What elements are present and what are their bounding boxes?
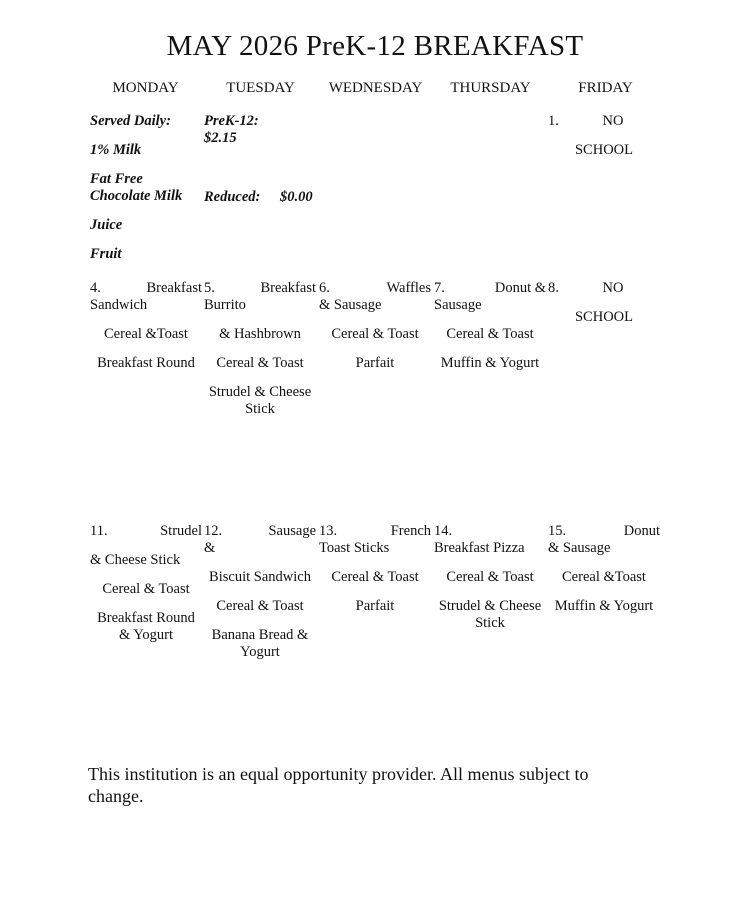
week2-friday-cell bbox=[548, 280, 658, 326]
menu-item: Cereal &Toast bbox=[104, 326, 188, 342]
menu-item: & Hashbrown bbox=[219, 326, 301, 342]
prek-price-value: $2.15 bbox=[204, 130, 237, 146]
menu-entree: French bbox=[390, 523, 431, 539]
no-label: NO bbox=[602, 280, 624, 296]
menu-item: Cereal & Toast bbox=[331, 326, 419, 342]
day-header-tuesday: TUESDAY bbox=[226, 80, 295, 96]
date-number: 8. bbox=[548, 280, 559, 296]
page-title: MAY 2026 PreK-12 BREAKFAST bbox=[166, 30, 584, 62]
menu-entree-continued: & Sausage bbox=[319, 297, 382, 313]
date-number: 12. bbox=[204, 523, 223, 539]
milk-option: 1% Milk bbox=[90, 142, 142, 158]
menu-item: Cereal & Toast bbox=[216, 355, 304, 371]
date-number: 5. bbox=[204, 280, 215, 296]
day-header-wednesday: WEDNESDAY bbox=[328, 80, 423, 96]
week3-wednesday-cell bbox=[319, 523, 431, 627]
menu-item: Muffin & Yogurt bbox=[554, 598, 654, 614]
date-number: 6. bbox=[319, 280, 330, 296]
week3-monday-cell bbox=[90, 523, 202, 656]
week1-friday-cell bbox=[548, 113, 658, 159]
menu-entree: Strudel bbox=[160, 523, 202, 539]
menu-item: Breakfast Round bbox=[97, 355, 195, 371]
no-label: NO bbox=[602, 113, 624, 129]
menu-entree: Sausage bbox=[268, 523, 316, 539]
menu-item: Biscuit Sandwich bbox=[209, 569, 311, 585]
day-header-friday: FRIDAY bbox=[578, 80, 633, 96]
reduced-price-label: Reduced: bbox=[204, 189, 261, 205]
day-header-monday: MONDAY bbox=[112, 80, 179, 96]
menu-entree-continued: Sandwich bbox=[90, 297, 148, 313]
week2-tuesday-cell bbox=[204, 280, 316, 430]
menu-item: Muffin & Yogurt bbox=[440, 355, 540, 371]
week1-monday-cell bbox=[90, 113, 202, 275]
date-number: 11. bbox=[90, 523, 108, 539]
menu-entree-continued: Toast Sticks bbox=[319, 540, 390, 556]
menu-entree: Waffles bbox=[386, 280, 431, 296]
menu-item: Parfait bbox=[355, 355, 395, 371]
fat-free-label: Fat Free bbox=[90, 171, 143, 187]
menu-item: Cereal & Toast bbox=[446, 326, 534, 342]
date-number: 4. bbox=[90, 280, 101, 296]
footer-disclaimer: This institution is an equal opportunity provider. All menus subject to change. bbox=[88, 764, 589, 806]
date-number: 13. bbox=[319, 523, 338, 539]
prek-price-label: PreK-12: bbox=[204, 113, 259, 129]
date-number: 7. bbox=[434, 280, 445, 296]
week2-wednesday-cell bbox=[319, 280, 431, 384]
menu-item: Parfait bbox=[355, 598, 395, 614]
menu-entree-continued: Breakfast Pizza bbox=[434, 540, 525, 556]
juice-option: Juice bbox=[90, 217, 123, 233]
school-label: SCHOOL bbox=[574, 309, 633, 325]
menu-item: Cereal & Toast bbox=[446, 569, 534, 585]
menu-entree-continued: & Cheese Stick bbox=[90, 552, 181, 568]
menu-item: Strudel & Cheese Stick bbox=[438, 598, 542, 631]
menu-item: Cereal & Toast bbox=[102, 581, 190, 597]
menu-entree: Donut & bbox=[494, 280, 546, 296]
weekday-header-row bbox=[88, 80, 664, 100]
menu-entree-continued: & bbox=[204, 540, 216, 556]
menu-item: Banana Bread & Yogurt bbox=[211, 627, 309, 660]
date-number: 1. bbox=[548, 113, 559, 129]
date-number: 15. bbox=[548, 523, 567, 539]
week3-friday-cell bbox=[548, 523, 660, 627]
school-label: SCHOOL bbox=[574, 142, 633, 158]
reduced-price-value: $0.00 bbox=[280, 189, 313, 205]
week3-tuesday-cell bbox=[204, 523, 316, 673]
menu-item: Cereal & Toast bbox=[216, 598, 304, 614]
menu-item: Strudel & Cheese Stick bbox=[208, 384, 312, 417]
menu-item: Breakfast Round & Yogurt bbox=[97, 610, 195, 643]
week3-thursday-cell bbox=[434, 523, 546, 644]
week1-tuesday-reduced bbox=[204, 189, 334, 206]
menu-entree: Breakfast bbox=[146, 280, 202, 296]
served-daily-label: Served Daily: bbox=[90, 113, 171, 129]
week2-monday-cell bbox=[90, 280, 202, 384]
week1-tuesday-price bbox=[204, 113, 264, 147]
menu-entree-continued: Burrito bbox=[204, 297, 246, 313]
date-number: 14. bbox=[434, 523, 453, 539]
menu-entree: Donut bbox=[623, 523, 660, 539]
menu-entree-continued: Sausage bbox=[434, 297, 482, 313]
day-header-thursday: THURSDAY bbox=[450, 80, 531, 96]
fruit-option: Fruit bbox=[90, 246, 122, 262]
menu-entree: Breakfast bbox=[260, 280, 316, 296]
menu-item: Cereal &Toast bbox=[562, 569, 646, 585]
chocolate-milk-option: Chocolate Milk bbox=[90, 188, 183, 204]
week2-thursday-cell bbox=[434, 280, 546, 384]
menu-entree-continued: & Sausage bbox=[548, 540, 611, 556]
menu-item: Cereal & Toast bbox=[331, 569, 419, 585]
